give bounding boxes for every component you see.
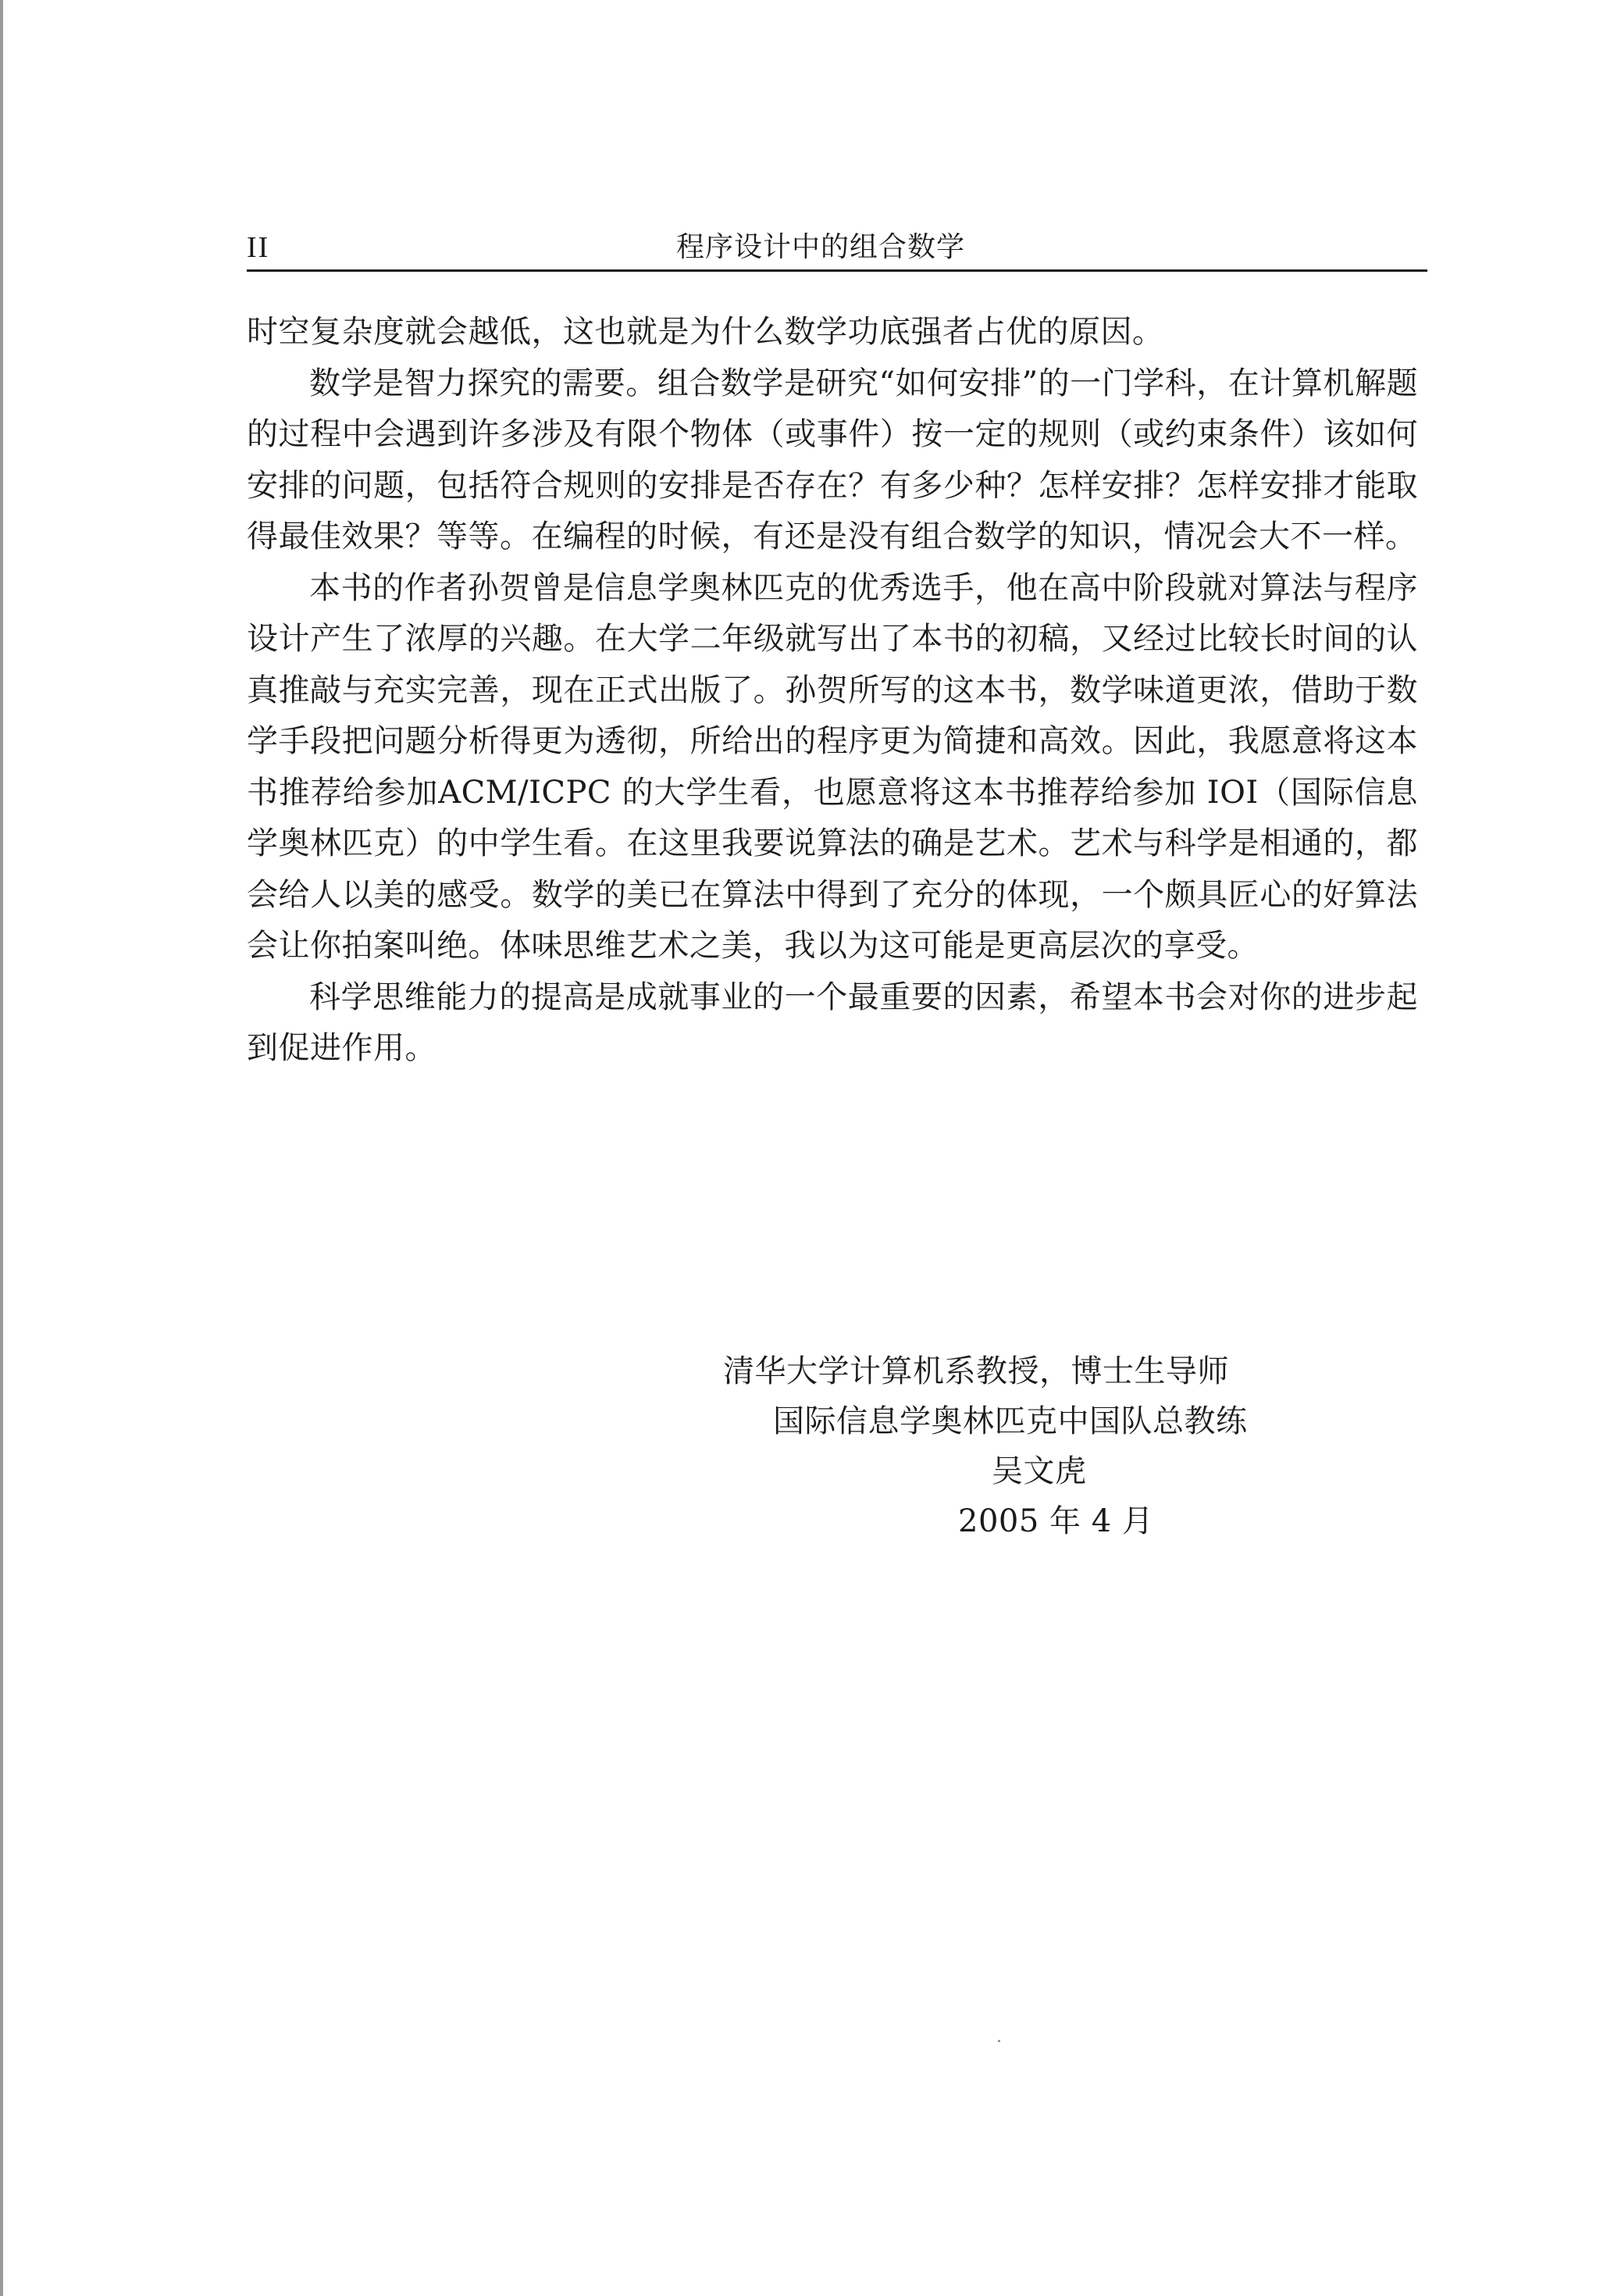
signature-block xyxy=(703,1346,1359,1546)
signature-name: 吴文虎 xyxy=(992,1453,1087,1489)
signature-affiliation: 国际信息学奥林匹克中国队总教练 xyxy=(773,1403,1248,1439)
page-edge xyxy=(0,0,3,2296)
paragraph: 本书的作者孙贺曾是信息学奥林匹克的优秀选手，他在高中阶段就对算法与程序设计产生了浓厚的兴趣。在大学二年级就写出了本书的初稿，又经过比较长时间的认真推敲与充实完善，现在正式出版了。孙贺所写的这本书，数学味道更浓，借助于数学手段把问题分析得更为透彻，所给出的程序更为简捷和高效。因此，我愿意将这本书推荐给参加ACM/ICPC 的大学生看，也愿意将这本书推荐给参加 IOI（国际信息学奥林匹克）的中学生看。在这里我要说算法的确是艺术。艺术与科学是相通的，都会给人以美的感受。数学的美已在算法中得到了充分的体现，一个颇具匠心的好算法会让你拍案叫绝。体味思维艺术之美，我以为这可能是更高层次的享受。 xyxy=(247,569,1418,964)
running-title: 程序设计中的组合数学 xyxy=(675,231,965,263)
header-rule xyxy=(247,269,1427,272)
page-number: II xyxy=(247,231,270,264)
body-text xyxy=(247,307,1418,1075)
page-header xyxy=(247,228,1427,272)
signature-date: 2005 年 4 月 xyxy=(958,1503,1154,1539)
signature-affiliation: 清华大学计算机系教授，博士生导师 xyxy=(723,1353,1229,1389)
paragraph-continued: 时空复杂度就会越低，这也就是为什么数学功底强者占优的原因。 xyxy=(247,314,1164,350)
scan-speck xyxy=(998,2040,1000,2042)
paragraph: 数学是智力探究的需要。组合数学是研究“如何安排”的一门学科，在计算机解题的过程中会遇到许多涉及有限个物体（或事件）按一定的规则（或约束条件）该如何安排的问题，包括符合规则的安排是否存在？有多少种？怎样安排？怎样安排才能取得最佳效果？等等。在编程的时候，有还是没有组合数学的知识，情况会大不一样。 xyxy=(247,365,1418,554)
paragraph: 科学思维能力的提高是成就事业的一个最重要的因素，希望本书会对你的进步起到促进作用。 xyxy=(247,979,1418,1066)
